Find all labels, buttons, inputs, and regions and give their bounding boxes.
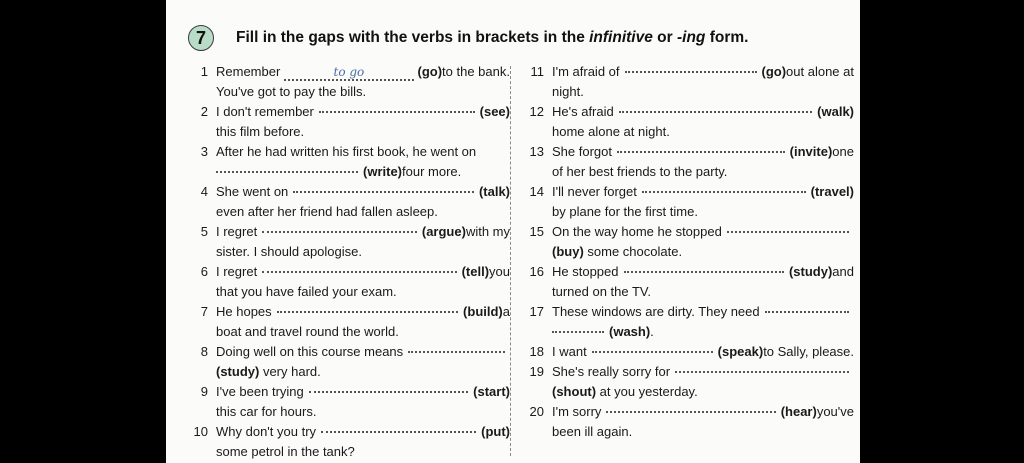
list-item: 7 He hopes (build) a boat and travel round the world. — [200, 304, 510, 339]
answer-gap[interactable] — [606, 411, 775, 413]
list-item: 8 Doing well on this course means (study) very hard. — [182, 342, 510, 382]
answer-gap[interactable] — [293, 191, 474, 193]
exercise-header — [188, 25, 748, 51]
list-item: 18 I want (speak) to Sally, please. — [529, 344, 854, 359]
left-column — [182, 62, 510, 462]
list-item: 10 Why don't you try (put) some petrol in the tank? — [193, 424, 510, 459]
list-item: 5 I regret (argue) with my sister. I should apologise. — [200, 224, 510, 259]
answer-gap[interactable] — [262, 271, 456, 273]
workbook-page — [166, 0, 860, 463]
answer-gap-continued[interactable] — [552, 331, 604, 333]
answer-gap[interactable] — [277, 311, 458, 313]
answer-gap[interactable] — [592, 351, 713, 353]
answer-gap[interactable] — [619, 111, 812, 113]
list-item: 20 I'm sorry (hear) you've been ill again. — [529, 404, 854, 439]
answer-gap[interactable] — [624, 271, 784, 273]
answer-gap[interactable] — [727, 231, 849, 233]
list-item: 16 He stopped (study) and turned on the TV. — [529, 264, 854, 299]
exercise-instruction: Fill in the gaps with the verbs in brackets in the infinitive or -ing form. — [236, 29, 749, 46]
answer-gap[interactable] — [642, 191, 806, 193]
answer-gap[interactable] — [262, 231, 417, 233]
list-item: 9 I've been trying (start) this car for hours. — [200, 384, 510, 419]
list-item: 3 After he had written his first book, he went on (write) four more. — [200, 144, 477, 179]
list-item: 11 I'm afraid of (go) out alone at night. — [530, 64, 854, 99]
list-item: 12 He's afraid (walk) home alone at night. — [529, 104, 854, 139]
right-column — [518, 62, 854, 442]
exercise-number-badge: 7 — [188, 25, 214, 51]
list-item: 13 She forgot (invite) one of her best friends to the party. — [529, 144, 854, 179]
answer-gap[interactable] — [625, 71, 757, 73]
answer-gap[interactable] — [321, 431, 476, 433]
list-item: 1 Remember to go (go) to the bank. You've got to pay the bills. — [200, 64, 510, 99]
answer-gap[interactable] — [675, 371, 849, 373]
list-item: 15 On the way home he stopped (buy) some chocolate. — [518, 222, 854, 262]
answer-gap[interactable] — [319, 111, 475, 113]
answer-gap[interactable] — [309, 391, 468, 393]
answer-gap[interactable] — [765, 311, 849, 313]
list-item: 14 I'll never forget (travel) by plane for the first time. — [529, 184, 854, 219]
list-item: 2 I don't remember (see) this film before. — [200, 104, 510, 139]
column-divider — [510, 66, 511, 456]
list-item: 6 I regret (tell) you that you have failed your exam. — [200, 264, 510, 299]
answer-gap[interactable]: to go — [284, 65, 413, 81]
list-item: 17 These windows are dirty. They need (wash) . — [518, 302, 854, 342]
answer-gap[interactable] — [216, 171, 358, 173]
list-item: 4 She went on (talk) even after her friend had fallen asleep. — [200, 184, 510, 219]
list-item: 19 She's really sorry for (shout) at you yesterday. — [518, 362, 854, 402]
answer-gap[interactable] — [617, 151, 785, 153]
answer-gap[interactable] — [408, 351, 505, 353]
